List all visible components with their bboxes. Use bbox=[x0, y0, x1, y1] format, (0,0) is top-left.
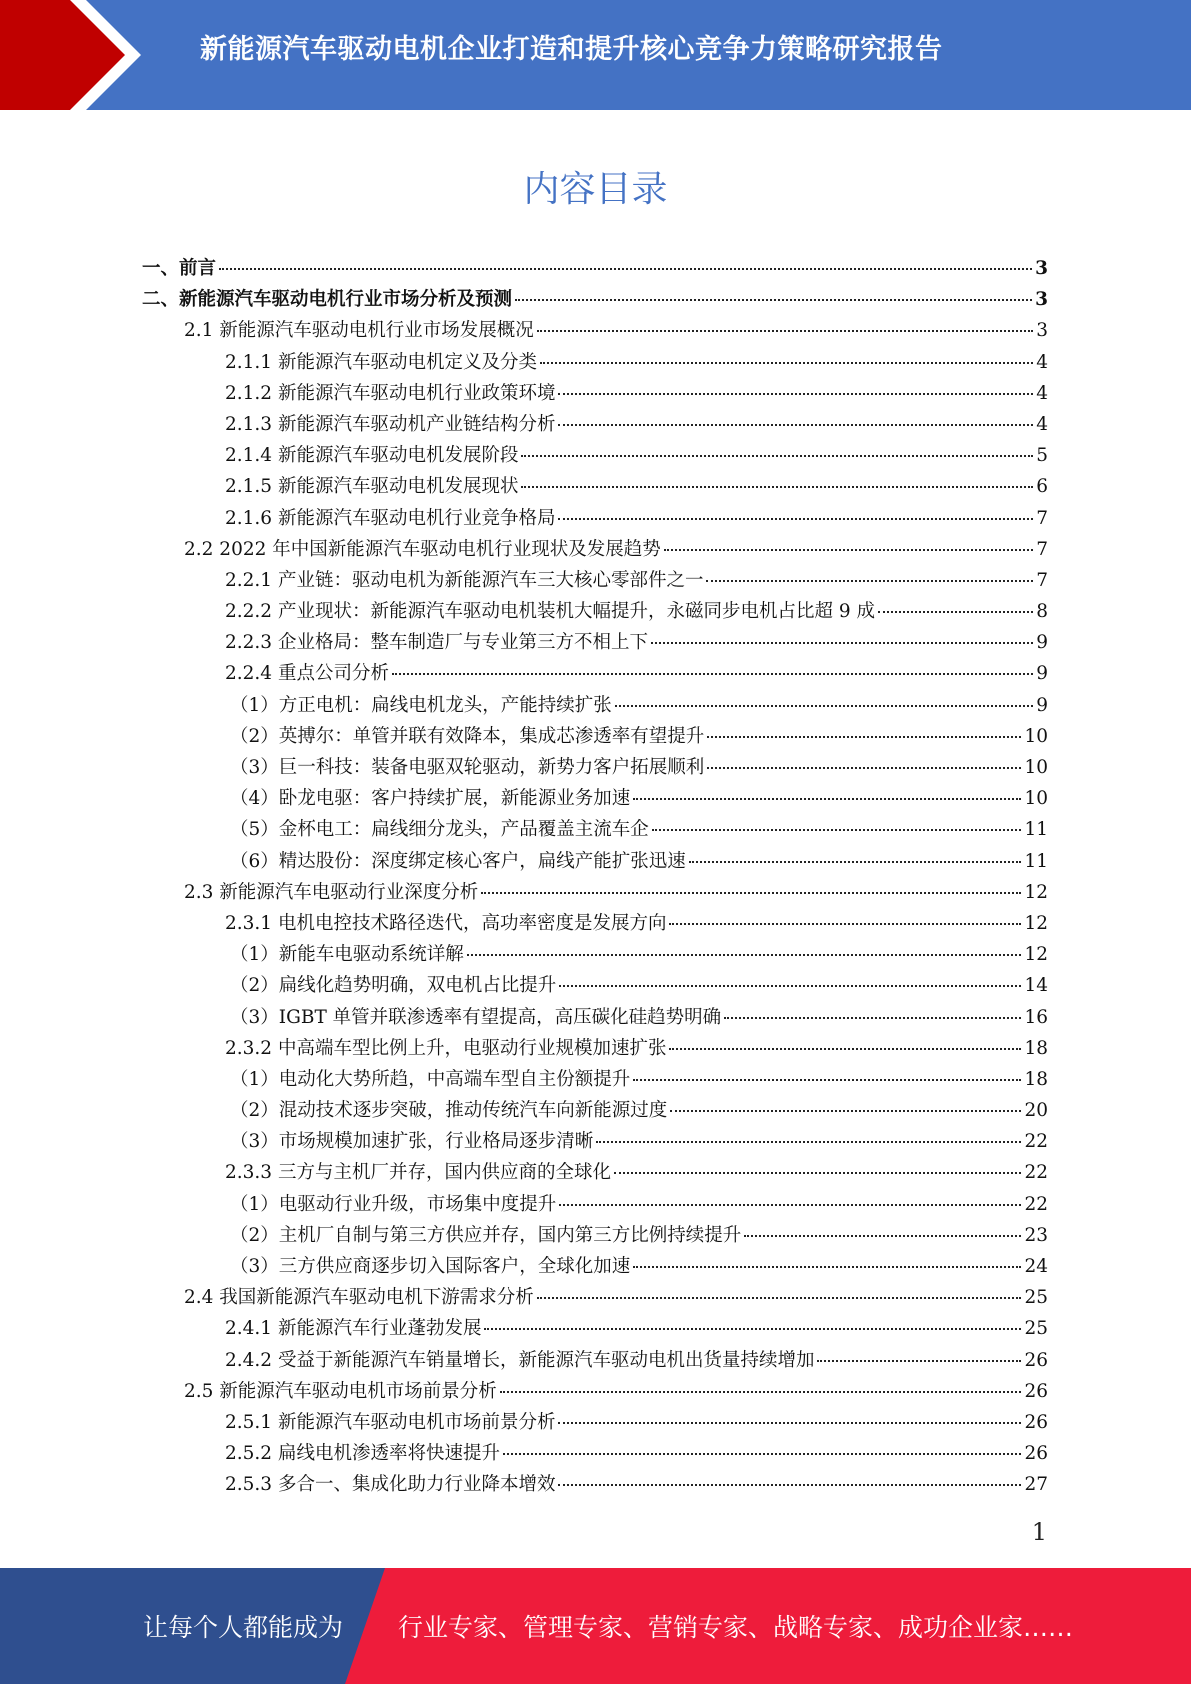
toc-entry-title: （2）主机厂自制与第三方供应并存，国内第三方比例持续提升 bbox=[230, 1224, 742, 1246]
toc-dot-leader bbox=[670, 1110, 1021, 1112]
toc-dot-leader bbox=[481, 892, 1021, 894]
toc-entry[interactable] bbox=[142, 254, 1048, 285]
toc-dot-leader bbox=[484, 1328, 1021, 1330]
toc-entry-page: 10 bbox=[1024, 725, 1048, 747]
toc-entry[interactable] bbox=[142, 659, 1048, 690]
toc-entry[interactable] bbox=[142, 1346, 1048, 1377]
toc-dot-leader bbox=[707, 736, 1021, 738]
toc-entry[interactable] bbox=[142, 441, 1048, 472]
page-number: 1 bbox=[1031, 1518, 1047, 1546]
toc-entry[interactable] bbox=[142, 1003, 1048, 1034]
toc-entry-title: 2.1.1 新能源汽车驱动电机定义及分类 bbox=[225, 351, 537, 373]
toc-entry-title: 2.2.3 企业格局：整车制造厂与专业第三方不相上下 bbox=[225, 632, 648, 654]
toc-dot-leader bbox=[724, 1017, 1021, 1019]
toc-entry-title: 2.5.3 多合一、集成化助力行业降本增效 bbox=[225, 1474, 556, 1496]
toc-dot-leader bbox=[392, 673, 1033, 675]
toc-dot-leader bbox=[706, 580, 1033, 582]
toc-entry-page: 12 bbox=[1024, 912, 1048, 934]
toc-entry-page: 25 bbox=[1024, 1318, 1048, 1340]
toc-dot-leader bbox=[467, 954, 1022, 956]
toc-entry-page: 20 bbox=[1024, 1100, 1048, 1122]
toc-entry-page: 26 bbox=[1024, 1411, 1048, 1433]
toc-dot-leader bbox=[633, 1079, 1021, 1081]
toc-entry-title: 2.2.4 重点公司分析 bbox=[225, 663, 389, 685]
toc-dot-leader bbox=[652, 829, 1022, 831]
toc-entry-title: 二、新能源汽车驱动电机行业市场分析及预测 bbox=[142, 289, 513, 311]
toc-entry-page: 22 bbox=[1024, 1131, 1048, 1153]
toc-entry-title: 2.2.2 产业现状：新能源汽车驱动电机装机大幅提升，永磁同步电机占比超 9 成 bbox=[225, 601, 875, 623]
toc-entry[interactable] bbox=[142, 753, 1048, 784]
toc-entry-page: 18 bbox=[1024, 1068, 1048, 1090]
toc-entry-title: （4）卧龙电驱：客户持续扩展，新能源业务加速 bbox=[230, 788, 631, 810]
toc-entry[interactable] bbox=[142, 691, 1048, 722]
toc-entry-page: 7 bbox=[1036, 507, 1048, 529]
toc-entry-page: 12 bbox=[1024, 944, 1048, 966]
toc-entry-title: （2）混动技术逐步突破，推动传统汽车向新能源过度 bbox=[230, 1100, 668, 1122]
toc-entry-title: 2.2 2022 年中国新能源汽车驱动电机行业现状及发展趋势 bbox=[184, 538, 661, 560]
toc-entry-page: 18 bbox=[1024, 1037, 1048, 1059]
toc-entry[interactable] bbox=[142, 535, 1048, 566]
toc-entry[interactable] bbox=[142, 1408, 1048, 1439]
toc-entry-page: 7 bbox=[1036, 538, 1048, 560]
toc-entry-title: （1）方正电机：扁线电机龙头，产能持续扩张 bbox=[230, 694, 612, 716]
toc-dot-leader bbox=[558, 393, 1033, 395]
toc-entry-title: （2）扁线化趋势明确，双电机占比提升 bbox=[230, 975, 557, 997]
toc-dot-leader bbox=[521, 486, 1033, 488]
toc-heading: 内容目录 bbox=[523, 169, 668, 210]
toc-dot-leader bbox=[537, 330, 1033, 332]
toc-dot-leader bbox=[558, 1422, 1021, 1424]
toc-entry[interactable] bbox=[142, 1470, 1048, 1501]
toc-entry-title: 2.1.3 新能源汽车驱动机产业链结构分析 bbox=[225, 413, 556, 435]
toc-entry-page: 27 bbox=[1024, 1474, 1048, 1496]
toc-entry[interactable] bbox=[142, 1252, 1048, 1283]
toc-dot-leader bbox=[558, 1484, 1021, 1486]
toc-dot-leader bbox=[219, 268, 1032, 270]
toc-entry-page: 11 bbox=[1024, 819, 1048, 841]
footer-slogan-left: 让每个人都能成为 bbox=[143, 1613, 344, 1642]
toc-entry-page: 9 bbox=[1036, 694, 1048, 716]
toc-entry[interactable] bbox=[142, 285, 1048, 316]
toc-entry-page: 22 bbox=[1024, 1162, 1048, 1184]
toc-entry-title: 2.1.6 新能源汽车驱动电机行业竞争格局 bbox=[225, 507, 556, 529]
toc-entry-page: 4 bbox=[1036, 413, 1048, 435]
toc-entry[interactable] bbox=[142, 1065, 1048, 1096]
toc-entry-page: 12 bbox=[1024, 881, 1048, 903]
report-header-band bbox=[0, 0, 1191, 110]
toc-dot-leader bbox=[669, 1048, 1021, 1050]
toc-entry[interactable] bbox=[142, 1127, 1048, 1158]
toc-entry-title: 2.5 新能源汽车驱动电机市场前景分析 bbox=[184, 1380, 497, 1402]
toc-entry-page: 11 bbox=[1024, 850, 1048, 872]
toc-entry-page: 7 bbox=[1036, 569, 1048, 591]
toc-entry-title: （1）电动化大势所趋，中高端车型自主份额提升 bbox=[230, 1068, 631, 1090]
toc-entry[interactable] bbox=[142, 472, 1048, 503]
toc-entry-title: （3）IGBT 单管并联渗透率有望提高，高压碳化硅趋势明确 bbox=[230, 1006, 722, 1028]
toc-dot-leader bbox=[614, 1172, 1021, 1174]
toc-entry-title: 一、前言 bbox=[142, 258, 217, 279]
toc-entry-title: 2.4.2 受益于新能源汽车销量增长，新能源汽车驱动电机出货量持续增加 bbox=[225, 1349, 815, 1371]
toc-entry-page: 4 bbox=[1036, 351, 1048, 373]
toc-dot-leader bbox=[500, 1391, 1022, 1393]
toc-entry-title: 2.1.2 新能源汽车驱动电机行业政策环境 bbox=[225, 382, 556, 404]
toc-entry-title: （1）新能车电驱动系统详解 bbox=[230, 944, 464, 966]
toc-entry-title: 2.3 新能源汽车电驱动行业深度分析 bbox=[184, 881, 479, 903]
toc-entry[interactable] bbox=[142, 1314, 1048, 1345]
toc-entry-title: （5）金杯电工：扁线细分龙头，产品覆盖主流车企 bbox=[230, 819, 649, 841]
toc-entry[interactable] bbox=[142, 1221, 1048, 1252]
toc-entry[interactable] bbox=[142, 1283, 1048, 1314]
toc-entry[interactable] bbox=[142, 379, 1048, 410]
toc-dot-leader bbox=[503, 1453, 1021, 1455]
toc-entry[interactable] bbox=[142, 1158, 1048, 1189]
toc-entry-title: 2.3.2 中高端车型比例上升，电驱动行业规模加速扩张 bbox=[225, 1037, 667, 1059]
toc-entry-page: 25 bbox=[1024, 1287, 1048, 1309]
toc-entry-title: （3）巨一科技：装备电驱双轮驱动，新势力客户拓展顺利 bbox=[230, 757, 705, 778]
toc-dot-leader bbox=[669, 923, 1021, 925]
toc-entry[interactable] bbox=[142, 628, 1048, 659]
toc-entry-page: 9 bbox=[1036, 663, 1048, 685]
toc-entry-title: 2.3.3 三方与主机厂并存，国内供应商的全球化 bbox=[225, 1162, 611, 1184]
report-title: 新能源汽车驱动电机企业打造和提升核心竞争力策略研究报告 bbox=[200, 34, 943, 65]
toc-entry[interactable] bbox=[142, 504, 1048, 535]
toc-entry-title: 2.5.1 新能源汽车驱动电机市场前景分析 bbox=[225, 1411, 556, 1433]
toc-dot-leader bbox=[689, 861, 1022, 863]
toc-entry-title: 2.1.4 新能源汽车驱动电机发展阶段 bbox=[225, 445, 519, 467]
toc-entry-page: 6 bbox=[1036, 476, 1048, 498]
toc-entry[interactable] bbox=[142, 909, 1048, 940]
toc-entry-page: 5 bbox=[1036, 445, 1048, 467]
toc-dot-leader bbox=[633, 798, 1021, 800]
toc-entry[interactable] bbox=[142, 1096, 1048, 1127]
toc-dot-leader bbox=[559, 985, 1021, 987]
toc-entry-title: 2.1.5 新能源汽车驱动电机发展现状 bbox=[225, 476, 519, 498]
toc-entry-title: （6）精达股份：深度绑定核心客户，扁线产能扩张迅速 bbox=[230, 850, 686, 872]
toc-dot-leader bbox=[596, 1141, 1021, 1143]
toc-entry[interactable] bbox=[142, 784, 1048, 815]
toc-entry-title: （3）市场规模加速扩张，行业格局逐步清晰 bbox=[230, 1131, 594, 1153]
toc-dot-leader bbox=[615, 705, 1033, 707]
toc-entry-page: 3 bbox=[1036, 320, 1048, 342]
toc-entry[interactable] bbox=[142, 1034, 1048, 1065]
toc-dot-leader bbox=[817, 1360, 1021, 1362]
toc-dot-leader bbox=[878, 611, 1033, 613]
toc-dot-leader bbox=[558, 424, 1033, 426]
toc-dot-leader bbox=[537, 1297, 1022, 1299]
toc-entry-page: 4 bbox=[1036, 382, 1048, 404]
toc-entry-title: 2.3.1 电机电控技术路径迭代，高功率密度是发展方向 bbox=[225, 912, 667, 934]
toc-entry-title: 2.5.2 扁线电机渗透率将快速提升 bbox=[225, 1443, 500, 1465]
toc-entry[interactable] bbox=[142, 597, 1048, 628]
toc-entry[interactable] bbox=[142, 1377, 1048, 1408]
toc-entry[interactable] bbox=[142, 847, 1048, 878]
toc-entry-title: 2.4.1 新能源汽车行业蓬勃发展 bbox=[225, 1318, 482, 1340]
toc-entry-title: 2.1 新能源汽车驱动电机行业市场发展概况 bbox=[184, 320, 534, 342]
toc-entry-page: 26 bbox=[1024, 1349, 1048, 1371]
toc-dot-leader bbox=[664, 549, 1033, 551]
toc-dot-leader bbox=[744, 1235, 1021, 1237]
toc-entry-page: 10 bbox=[1024, 788, 1048, 810]
toc-entry-page: 3 bbox=[1035, 258, 1048, 279]
toc-entry[interactable] bbox=[142, 722, 1048, 753]
toc-entry[interactable] bbox=[142, 566, 1048, 597]
toc-entry-title: （3）三方供应商逐步切入国际客户，全球化加速 bbox=[230, 1256, 631, 1277]
footer-slogan-right: 行业专家、管理专家、营销专家、战略专家、成功企业家…… bbox=[398, 1613, 1074, 1642]
toc-entry-page: 10 bbox=[1024, 757, 1048, 778]
toc-entry-page: 26 bbox=[1024, 1380, 1048, 1402]
toc-dot-leader bbox=[558, 518, 1033, 520]
toc-entry-page: 26 bbox=[1024, 1443, 1048, 1465]
toc-entry[interactable] bbox=[142, 878, 1048, 909]
toc-entry-page: 3 bbox=[1035, 289, 1048, 311]
toc-entry[interactable] bbox=[142, 1439, 1048, 1470]
toc-entry[interactable] bbox=[142, 971, 1048, 1002]
toc-entry[interactable] bbox=[142, 348, 1048, 379]
toc-entry-page: 9 bbox=[1036, 632, 1048, 654]
header-chevron-icon bbox=[0, 0, 160, 110]
report-footer bbox=[0, 1568, 1191, 1684]
toc-dot-leader bbox=[633, 1266, 1021, 1268]
toc-entry-page: 23 bbox=[1024, 1224, 1048, 1246]
toc-entry[interactable] bbox=[142, 940, 1048, 971]
toc-entry[interactable] bbox=[142, 1190, 1048, 1221]
toc-entry-title: 2.4 我国新能源汽车驱动电机下游需求分析 bbox=[184, 1287, 534, 1309]
toc-entry-page: 8 bbox=[1036, 601, 1048, 623]
toc-entry-title: （2）英搏尔：单管并联有效降本，集成芯渗透率有望提升 bbox=[230, 725, 705, 747]
toc-entry-page: 16 bbox=[1024, 1006, 1048, 1028]
toc-dot-leader bbox=[540, 362, 1033, 364]
toc-entry[interactable] bbox=[142, 316, 1048, 347]
toc-entry-title: 2.2.1 产业链：驱动电机为新能源汽车三大核心零部件之一 bbox=[225, 569, 704, 591]
table-of-contents bbox=[142, 254, 1048, 1502]
toc-dot-leader bbox=[559, 1204, 1021, 1206]
toc-entry[interactable] bbox=[142, 410, 1048, 441]
toc-entry-page: 22 bbox=[1024, 1193, 1048, 1215]
toc-dot-leader bbox=[521, 455, 1033, 457]
toc-dot-leader bbox=[515, 299, 1032, 301]
toc-dot-leader bbox=[651, 642, 1033, 644]
toc-entry-page: 24 bbox=[1024, 1256, 1048, 1277]
toc-entry-title: （1）电驱动行业升级，市场集中度提升 bbox=[230, 1193, 557, 1215]
toc-dot-leader bbox=[707, 767, 1021, 769]
toc-entry[interactable] bbox=[142, 815, 1048, 846]
toc-entry-page: 14 bbox=[1024, 975, 1048, 997]
